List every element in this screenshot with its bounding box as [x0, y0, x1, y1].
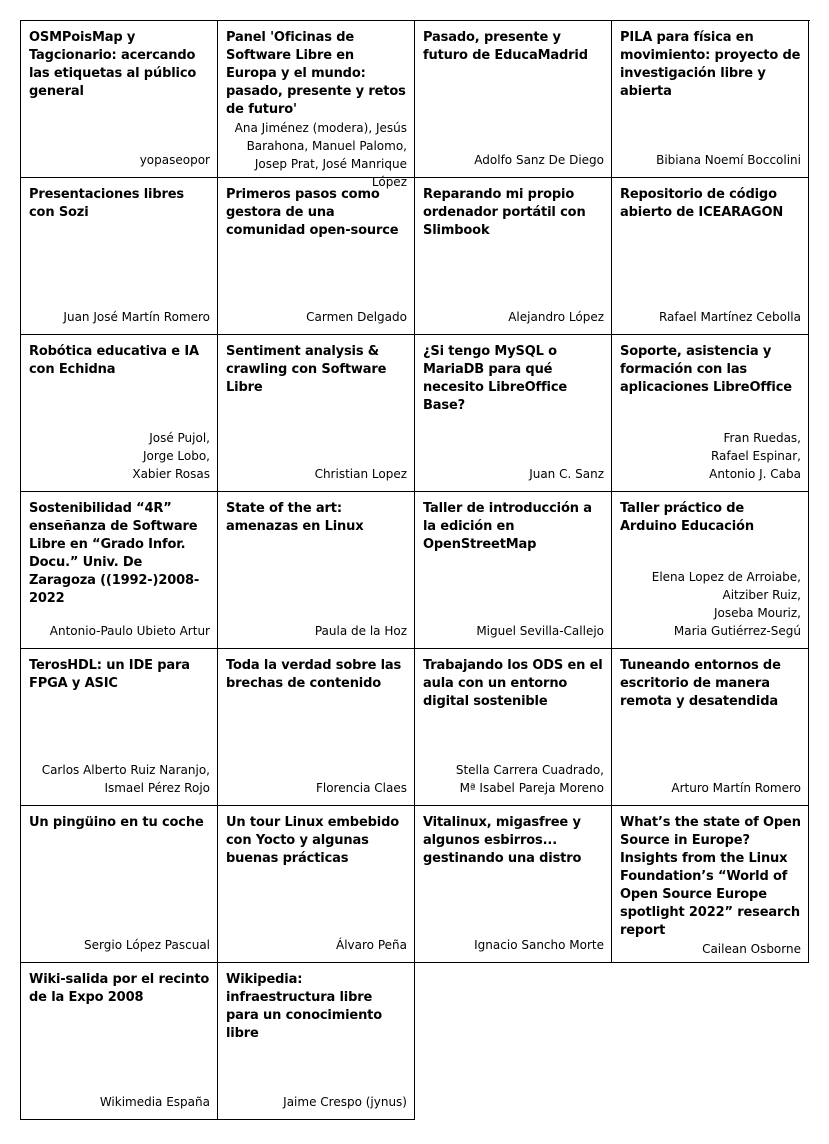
talk-speakers [226, 622, 407, 640]
talk-title: ¿Si tengo MySQL o MariaDB para qué necesito LibreOffice Base? [423, 344, 568, 413]
speaker-name: Carmen Delgado [306, 310, 407, 324]
talk-cell [21, 178, 218, 335]
talk-cell [218, 178, 415, 335]
talk-cell [612, 178, 809, 335]
talk-speakers [29, 936, 210, 954]
speaker-name: Rafael Espinar, [710, 449, 801, 463]
speaker-name: Juan José Martín Romero [63, 310, 210, 324]
talk-title: What’s the state of Open Source in Europe? Insights from the Linux Foundation’s “World of Open Source Europe spotlight 2022” research report [620, 815, 801, 938]
talk-speakers [423, 151, 604, 169]
speaker-name: Jaime Crespo (jynus) [283, 1095, 407, 1109]
speaker-name: Florencia Claes [315, 781, 407, 795]
talk-title: PILA para física en movimiento: proyecto de investigación libre y abierta [620, 30, 801, 99]
talk-speakers [226, 779, 407, 797]
speaker-name: yopaseopor [139, 153, 210, 167]
talk-title: Tuneando entornos de escritorio de manera remota y desatendida [620, 658, 781, 709]
talk-speakers [620, 779, 801, 797]
talk-cell [21, 806, 218, 963]
talk-speakers [226, 465, 407, 483]
talk-speakers [620, 151, 801, 169]
talk-speakers [423, 308, 604, 326]
talk-title: Reparando mi propio ordenador portátil con Slimbook [423, 187, 586, 238]
speaker-name: Xabier Rosas [132, 467, 210, 481]
talk-speakers [29, 622, 210, 640]
talk-title: Robótica educativa e IA con Echidna [29, 344, 199, 377]
speaker-name: Aitziber Ruiz, [722, 588, 801, 602]
talk-title: Un tour Linux embebido con Yocto y algunas buenas prácticas [226, 815, 400, 866]
talk-speakers [423, 465, 604, 483]
speaker-name: Christian Lopez [314, 467, 407, 481]
speaker-name: Rafael Martínez Cebolla [658, 310, 801, 324]
talk-title: Toda la verdad sobre las brechas de contenido [226, 658, 402, 691]
speaker-name: Ana Jiménez (modera), Jesús [234, 121, 407, 135]
talk-speakers [423, 622, 604, 640]
talk-speakers [226, 1093, 407, 1111]
talk-title: Sostenibilidad “4R” enseñanza de Software Libre en “Grado Infor. Docu.” Univ. De Zaragoza ((1992-)2008-2022 [29, 501, 200, 606]
talk-speakers [226, 936, 407, 954]
talk-cell [218, 806, 415, 963]
speaker-name: Barahona, Manuel Palomo, [246, 139, 407, 153]
speaker-name: Antonio-Paulo Ubieto Artur [49, 624, 210, 638]
talk-title: TerosHDL: un IDE para FPGA y ASIC [29, 658, 190, 691]
talk-cell [21, 649, 218, 806]
talk-title: OSMPoisMap y Tagcionario: acercando las etiquetas al público general [29, 30, 197, 99]
speaker-name: Cailean Osborne [702, 942, 801, 956]
speaker-name: Alejandro López [508, 310, 604, 324]
speaker-name: Josep Prat, José Manrique López [254, 157, 407, 189]
talk-speakers [29, 761, 210, 797]
talk-cell [612, 21, 809, 178]
talk-cell [21, 492, 218, 649]
speaker-name: Miguel Sevilla-Callejo [476, 624, 604, 638]
speaker-name: Bibiana Noemí Boccolini [656, 153, 801, 167]
talk-title: Un pingüino en tu coche [29, 815, 204, 830]
talk-title: Vitalinux, migasfree y algunos esbirros... gestinando una distro [423, 815, 582, 866]
speaker-name: Juan C. Sanz [529, 467, 604, 481]
speaker-name: Paula de la Hoz [314, 624, 407, 638]
talk-title: Trabajando los ODS en el aula con un entorno digital sostenible [423, 658, 603, 709]
talk-cell [218, 21, 415, 189]
talk-title: Primeros pasos como gestora de una comunidad open-source [226, 187, 399, 238]
speaker-name: Carlos Alberto Ruiz Naranjo, [41, 763, 210, 777]
talk-cell [612, 492, 809, 649]
talk-title: State of the art: amenazas en Linux [226, 501, 364, 534]
talk-speakers [29, 308, 210, 326]
talk-speakers [620, 940, 801, 958]
talk-title: Soporte, asistencia y formación con las aplicaciones LibreOffice [620, 344, 792, 395]
talk-cell [21, 21, 218, 178]
talk-speakers [423, 936, 604, 954]
talk-cell [612, 806, 809, 963]
talk-speakers [423, 761, 604, 797]
talk-speakers [620, 429, 801, 483]
talk-cell [415, 492, 612, 649]
talk-title: Sentiment analysis & crawling con Software Libre [226, 344, 387, 395]
talk-title: Presentaciones libres con Sozi [29, 187, 185, 220]
talk-speakers [620, 568, 801, 640]
speaker-name: Sergio López Pascual [84, 938, 210, 952]
talk-title: Panel 'Oficinas de Software Libre en Europa y el mundo: pasado, presente y retos de futuro' [226, 30, 406, 117]
talk-cell [21, 963, 218, 1120]
speaker-name: Arturo Martín Romero [671, 781, 801, 795]
talk-cell [218, 649, 415, 806]
talk-speakers [29, 1093, 210, 1111]
speaker-name: Fran Ruedas, [723, 431, 801, 445]
talk-cell [415, 178, 612, 335]
speaker-name: Elena Lopez de Arroiabe, [651, 570, 801, 584]
talk-speakers [29, 151, 210, 169]
talk-cell [415, 335, 612, 492]
talk-speakers [29, 429, 210, 483]
speaker-name: Stella Carrera Cuadrado, [455, 763, 604, 777]
speaker-name: José Pujol, [149, 431, 210, 445]
talk-speakers [226, 308, 407, 326]
talk-cell [21, 335, 218, 492]
talk-cell [612, 335, 809, 492]
talk-cell [218, 335, 415, 492]
talk-title: Wiki-salida por el recinto de la Expo 2008 [29, 972, 210, 1005]
talk-cell [415, 649, 612, 806]
talk-title: Wikipedia: infraestructura libre para un conocimiento libre [226, 972, 383, 1041]
talk-grid [20, 20, 810, 1120]
talk-cell [415, 806, 612, 963]
talk-title: Repositorio de código abierto de ICEARAGON [620, 187, 784, 220]
talk-cell [415, 21, 612, 178]
speaker-name: Ignacio Sancho Morte [474, 938, 604, 952]
speaker-name: Jorge Lobo, [142, 449, 210, 463]
talk-speakers [620, 308, 801, 326]
speaker-name: Ismael Pérez Rojo [104, 781, 210, 795]
speaker-name: Mª Isabel Pareja Moreno [459, 781, 604, 795]
talk-title: Pasado, presente y futuro de EducaMadrid [423, 30, 588, 63]
speaker-name: Maria Gutiérrez-Segú [673, 624, 801, 638]
talk-title: Taller práctico de Arduino Educación [620, 501, 754, 534]
talk-cell [612, 649, 809, 806]
talk-cell [218, 963, 415, 1120]
speaker-name: Álvaro Peña [336, 938, 407, 952]
speaker-name: Joseba Mouriz, [714, 606, 801, 620]
talk-title: Taller de introducción a la edición en OpenStreetMap [423, 501, 592, 552]
speaker-name: Antonio J. Caba [709, 467, 801, 481]
speaker-name: Wikimedia España [99, 1095, 210, 1109]
talk-cell [218, 492, 415, 649]
speaker-name: Adolfo Sanz De Diego [474, 153, 604, 167]
